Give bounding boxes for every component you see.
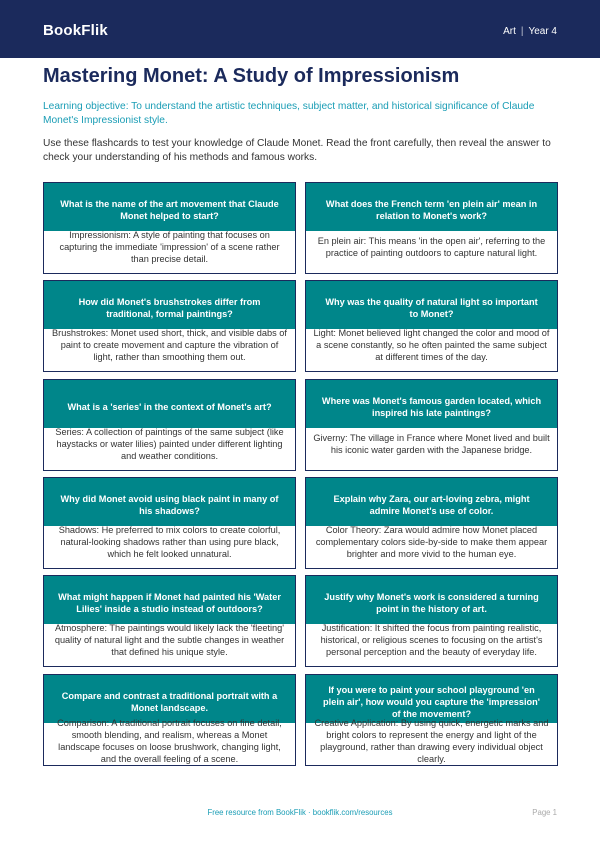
flashcard-answer: Series: A collection of paintings of the same subject (like haystacks or water lilies) painted under different lighting and weather conditions. <box>55 427 284 461</box>
flashcard[interactable] <box>43 674 296 766</box>
top-bar <box>0 0 600 58</box>
footer-note[interactable]: Free resource from BookFlik · bookflik.com/resources <box>207 808 393 817</box>
flashcard-question: What does the French term 'en plein air' mean in relation to Monet's work? <box>306 183 557 231</box>
flashcard-answer: Impressionism: A style of painting that focuses on capturing the immediate 'impression' of a scene rather than precise detail. <box>59 230 280 264</box>
flashcard-question: Why was the quality of natural light so important to Monet? <box>306 281 557 329</box>
flashcard-answer: Giverny: The village in France where Monet lived and built his iconic water garden with the Japanese bridge. <box>313 433 550 455</box>
flashcard-answer: Color Theory: Zara would admire how Monet placed complementary colors side-by-side to make them appear brighter and more vivid to the human eye. <box>315 525 548 559</box>
flashcard-answer: Light: Monet believed light changed the color and mood of a scene constantly, so he often painted the same subject at different times of the day. <box>313 328 550 362</box>
flashcard[interactable] <box>43 575 296 667</box>
flashcard-question: Explain why Zara, our art-loving zebra, might admire Monet's use of color. <box>306 478 557 526</box>
flashcard[interactable] <box>305 379 558 471</box>
flashcard[interactable] <box>43 280 296 372</box>
flashcard-answer: Brushstrokes: Monet used short, thick, and visible dabs of paint to create movement and capture the vibration of light, rather than smoothing them out. <box>52 328 287 362</box>
learning-objective: Learning objective: To understand the artistic techniques, subject matter, and historical significance of Claude Monet's Impressionist style. <box>43 101 535 126</box>
flashcard-question: What is the name of the art movement that Claude Monet helped to start? <box>44 183 295 231</box>
flashcard-question: Why did Monet avoid using black paint in many of his shadows? <box>44 478 295 526</box>
flashcard-question: How did Monet's brushstrokes differ from traditional, formal paintings? <box>44 281 295 329</box>
page-number: Page 1 <box>532 808 557 817</box>
flashcard-question: What might happen if Monet had painted his 'Water Lilies' inside a studio instead of outdoors? <box>44 576 295 624</box>
flashcard-answer: Justification: It shifted the focus from painting realistic, historical, or religious scenes to focusing on the artist's personal perception and the beauty of everyday life. <box>320 623 543 657</box>
flashcard-answer: Shadows: He preferred to mix colors to create colorful, natural-looking shadows rather than using pure black, which he felt looked unnatural. <box>58 525 281 559</box>
flashcard-question: If you were to paint your school playground 'en plein air', how would you capture the 'impression' of the movement? <box>306 675 557 723</box>
flashcard-answer: Atmosphere: The paintings would likely lack the 'fleeting' quality of natural light and the subtle changes in weather that defined his unique style. <box>54 623 285 657</box>
flashcard[interactable] <box>43 182 296 274</box>
flashcard[interactable] <box>43 477 296 569</box>
flashcard[interactable] <box>305 575 558 667</box>
subject-label: Art <box>503 26 516 37</box>
brand-logo[interactable]: BookFlik <box>43 22 108 39</box>
flashcard-question: What is a 'series' in the context of Monet's art? <box>44 380 295 428</box>
flashcard[interactable] <box>305 280 558 372</box>
breadcrumb-separator: | <box>520 26 524 37</box>
breadcrumb <box>503 26 557 37</box>
flashcard-question: Where was Monet's famous garden located, which inspired his late paintings? <box>306 380 557 428</box>
flashcard[interactable] <box>305 674 558 766</box>
intro-text: Use these flashcards to test your knowledge of Claude Monet. Read the front carefully, then reveal the answer to check your understanding of his methods and famous works. <box>43 138 551 163</box>
year-label: Year 4 <box>528 26 557 37</box>
flashcard[interactable] <box>305 477 558 569</box>
page-title: Mastering Monet: A Study of Impressionism <box>43 65 460 87</box>
flashcard[interactable] <box>305 182 558 274</box>
flashcard[interactable] <box>43 379 296 471</box>
flashcard-question: Justify why Monet's work is considered a turning point in the history of art. <box>306 576 557 624</box>
flashcard-answer: Comparison: A traditional portrait focuses on fine detail, smooth blending, and realism, whereas a Monet landscape focuses on loose brushwork, changing light, and the overall feeling of a scene. <box>57 718 282 764</box>
flashcard-question: Compare and contrast a traditional portrait with a Monet landscape. <box>44 675 295 723</box>
flashcard-answer: En plein air: This means 'in the open air', referring to the practice of painting outdoors to capture natural light. <box>317 236 546 258</box>
flashcard-answer: Creative Application: By using quick, energetic marks and bright colors to represent the energy and light of the playground, rather than drawing every individual object clearly. <box>314 718 549 764</box>
